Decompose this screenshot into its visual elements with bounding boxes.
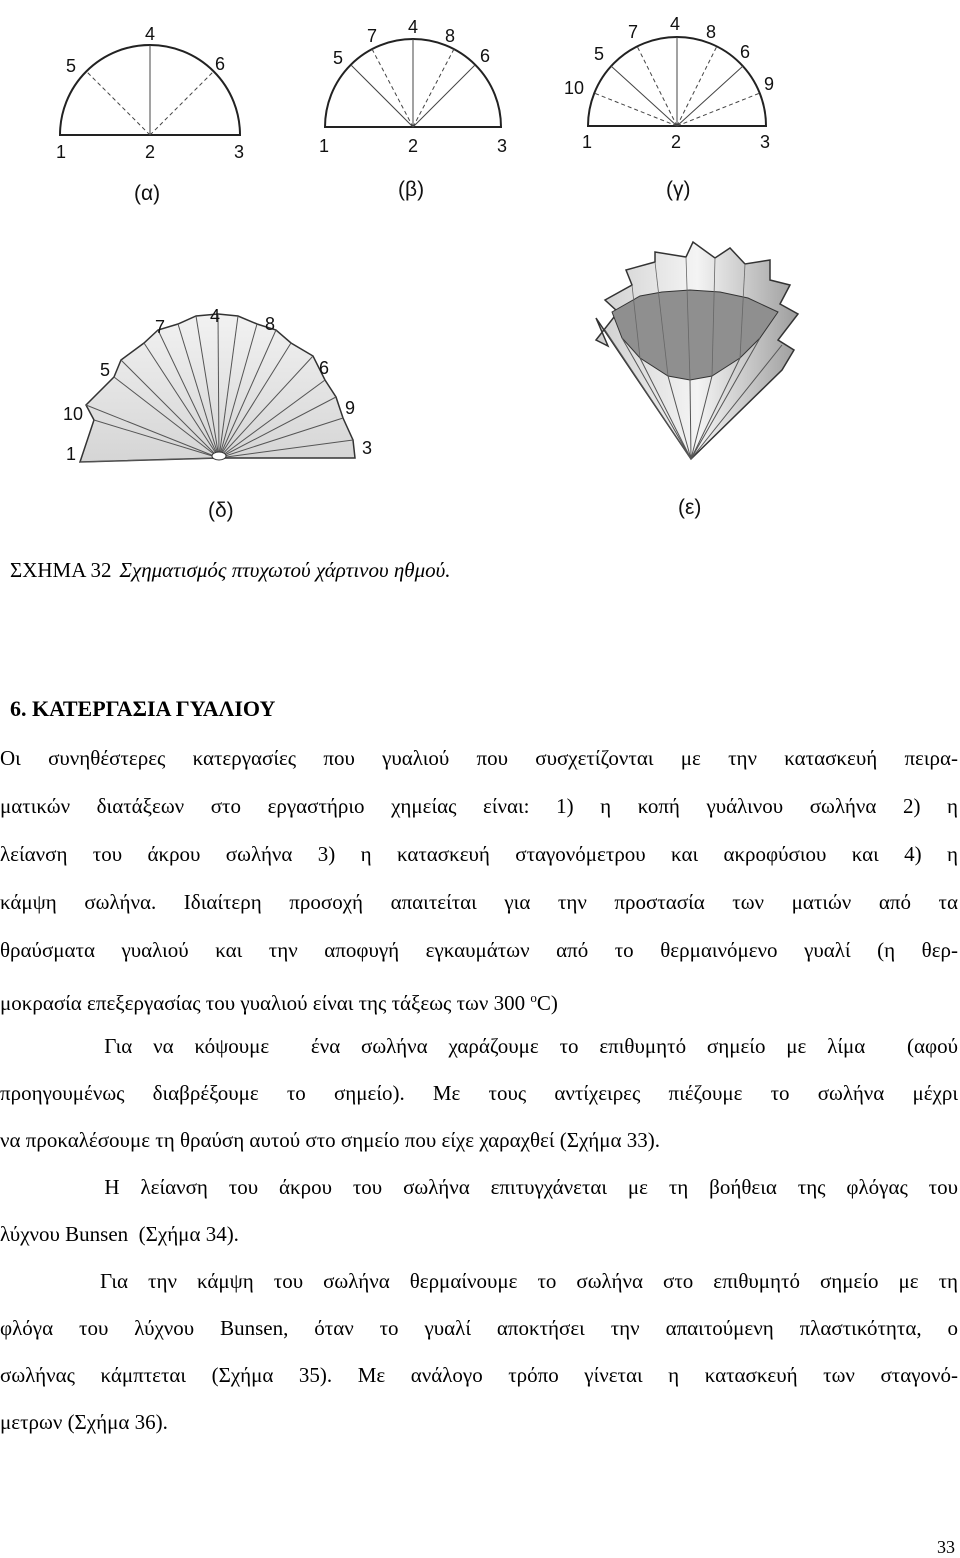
- paragraph-line: φλόγα του λύχνου Bunsen, όταν το γυαλί αποκτήσει την απαιτούμενη πλαστικότητα, ο: [0, 1316, 958, 1340]
- paragraph-line: Οι συνηθέστερες κατεργασίες που γυαλιού που συσχετίζονται με την κατασκευή πειρα-: [0, 746, 958, 770]
- fold-number: 10: [63, 404, 84, 424]
- paragraph-line: θραύσματα γυαλιού και την αποφυγή εγκαυμάτων από το θερμαινόμενο γυαλί (η θερ-: [0, 938, 958, 962]
- fold-number: 10: [564, 78, 585, 98]
- page-number: 33: [937, 1537, 955, 1557]
- paragraph-line: σωλήνας κάμπτεται (Σχήμα 35). Με ανάλογο τρόπο γίνεται η κατασκευή των σταγονό-: [0, 1363, 958, 1387]
- fold-number: 6: [480, 46, 491, 66]
- fold-number: 3: [234, 142, 245, 162]
- fold-number: 9: [764, 74, 775, 94]
- fold-number: 4: [408, 17, 419, 37]
- panel-d: [63, 306, 372, 522]
- panel-a: [56, 24, 244, 205]
- fold-number: 7: [367, 26, 378, 46]
- fold-number: 5: [100, 360, 111, 380]
- fold-number: 3: [362, 438, 373, 458]
- fold-number: 5: [66, 56, 77, 76]
- fold-number: 6: [319, 358, 330, 378]
- fold-number: 1: [582, 132, 593, 152]
- fold-number: 1: [66, 444, 77, 464]
- section-heading: 6. ΚΑΤΕΡΓΑΣΙΑ ΓΥΑΛΙΟΥ: [10, 696, 276, 721]
- panel-label: (ε): [678, 496, 702, 519]
- caption-label: ΣΧΗΜΑ 32: [10, 558, 112, 582]
- panel-label: (γ): [666, 178, 691, 201]
- fold-number: 3: [497, 136, 508, 156]
- paragraph-line: ματικών διατάξεων στο εργαστήριο χημείας είναι: 1) η κοπή γυάλινου σωλήνα 2) η: [0, 794, 958, 818]
- fold-number: 6: [740, 42, 751, 62]
- paragraph-line-text: μοκρασία επεξεργασίας του γυαλιού είναι της τάξεως των 300: [0, 991, 531, 1015]
- panel-e: [596, 242, 798, 519]
- panel-label: (δ): [208, 499, 234, 522]
- paragraph-line: να προκαλέσουμε τη θραύση αυτού στο σημείο που είχε χαραχθεί (Σχήμα 33).: [0, 1128, 661, 1152]
- fold-number: 9: [345, 398, 356, 418]
- figure-caption: [10, 558, 451, 583]
- fold-number: 2: [145, 142, 156, 162]
- fold-number: 4: [210, 306, 221, 326]
- fold-number: 8: [706, 22, 717, 42]
- fold-number: 6: [215, 54, 226, 74]
- fold-number: 5: [333, 48, 344, 68]
- panel-c: [564, 14, 774, 201]
- caption-text: Σχηματισμός πτυχωτού χάρτινου ηθμού.: [119, 558, 451, 582]
- fold-number: 2: [671, 132, 682, 152]
- fold-number: 8: [265, 314, 276, 334]
- fold-number: 5: [594, 44, 605, 64]
- panel-b: [319, 17, 507, 201]
- paragraph-line: Για να κόψουμε ένα σωλήνα χαράζουμε το επιθυμητό σημείο με λίμα (αφού: [0, 1034, 958, 1058]
- paragraph-line: Η λείανση του άκρου του σωλήνα επιτυγχάνεται με τη βοήθεια της φλόγας του: [0, 1175, 958, 1199]
- fold-number: 2: [408, 136, 419, 156]
- fold-number: 1: [319, 136, 330, 156]
- paragraph-line: λύχνου Bunsen (Σχήμα 34).: [0, 1222, 239, 1246]
- paragraph-line: κάμψη σωλήνα. Ιδιαίτερη προσοχή απαιτείται για την προστασία των ματιών από τα: [0, 890, 958, 914]
- panel-label: (α): [134, 182, 161, 205]
- fold-number: 1: [56, 142, 67, 162]
- paragraph-line: [0, 985, 558, 1016]
- fold-number: 7: [155, 317, 166, 337]
- panel-label: (β): [398, 178, 425, 201]
- temperature-unit: C): [536, 991, 558, 1015]
- fold-number: 3: [760, 132, 771, 152]
- fold-number: 4: [670, 14, 681, 34]
- paragraph-line: προηγουμένως διαβρέξουμε το σημείο). Με τους αντίχειρες πιέζουμε το σωλήνα μέχρι: [0, 1081, 958, 1105]
- filter-folding-figure: [0, 0, 960, 540]
- fold-number: 8: [445, 26, 456, 46]
- temperature-superscript: o: [530, 990, 537, 1005]
- paragraph-line: Για την κάμψη του σωλήνα θερμαίνουμε το σωλήνα στο επιθυμητό σημείο με τη: [0, 1269, 958, 1293]
- paragraph-line: μετρων (Σχήμα 36).: [0, 1410, 168, 1434]
- fold-number: 4: [145, 24, 156, 44]
- fold-number: 7: [628, 22, 639, 42]
- paragraph-line: λείανση του άκρου σωλήνα 3) η κατασκευή σταγονόμετρου και ακροφύσιου και 4) η: [0, 842, 958, 866]
